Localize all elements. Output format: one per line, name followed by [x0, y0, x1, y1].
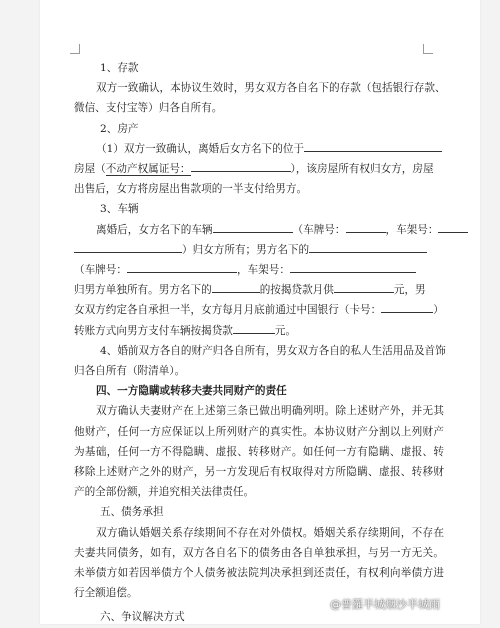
paragraph-line: [96, 220, 464, 240]
document-page: [40, 0, 480, 624]
paragraph-line: 微信、支付宝等）归各自所有。: [74, 102, 223, 115]
blank-underline: [438, 220, 468, 233]
text: ，车架号：: [236, 264, 290, 277]
text: 女双方约定各自承担一半，女方每月月底前通过中国银行（卡号：: [74, 304, 382, 317]
page-corner-mark: [423, 44, 433, 54]
text: 归男方单独所有。男方名下的: [74, 284, 212, 297]
blank-underline: [334, 280, 394, 293]
text: （车牌号：: [74, 264, 127, 277]
paragraph-line: [74, 300, 464, 320]
text: 离婚后，女方名下的车辆: [96, 223, 213, 236]
blank-underline: [233, 321, 275, 334]
blank-underline: [346, 220, 386, 233]
paragraph-line: [74, 159, 464, 179]
blank-underline: [213, 220, 293, 233]
paragraph-line: 双方一致确认，本协议生效时，男女双方各自名下的存款（包括银行存款、: [96, 82, 446, 95]
section-title: 3、车辆: [100, 203, 139, 216]
text: 元，男: [393, 284, 426, 297]
paragraph: 双方确认婚姻关系存续期间不存在对外债权。婚姻关系存续期间，不存在夫妻共同债务，如有，双方各自名下的债务由各自单独承担，与另一方无关。未举债方如若因举债方个人债务被法院判决承担到还责任，有权利向举债方进行全额追偿。: [74, 526, 444, 600]
text: ），该房屋所有权归女方，房屋: [290, 163, 434, 176]
blank-underline: [381, 300, 433, 313]
text: ）归女方所有；男方名下的: [182, 243, 310, 256]
blank-underline: [74, 240, 182, 253]
chapter-heading: 六、争议解决方式: [100, 611, 185, 624]
blank-underline: [309, 240, 427, 253]
paragraph-line: 4、婚前双方各自的财产归各自所有，男女双方各自的私人生活用品及首饰: [100, 344, 446, 357]
section-title: 2、房产: [100, 122, 139, 135]
blank-underline: [304, 139, 442, 152]
paragraph: 双方确认夫妻财产在上述第三条已做出明确列明。除上述财产外，并无其他财产，任何一方应保证以上所列财产的真实性。本协议财产分割以上列财产为基础，任何一方不得隐瞒、虚报、转移财产。如任何一方有隐瞒、虚报、转移除上述财产之外的财产，另一方发现后有权取得对方所隐瞒、虚报、转移财产的全部份额，并追究相关法律责任。: [74, 405, 444, 499]
paragraph-line: [74, 260, 464, 280]
blank-underline: [191, 159, 291, 172]
underlined-text: 不动产权属证号：: [105, 163, 191, 176]
text: ）: [433, 304, 444, 317]
text: ，车架号：: [385, 223, 439, 236]
paragraph-line: [96, 139, 464, 159]
document-body: [74, 58, 464, 628]
section-title: 1、存款: [100, 62, 139, 74]
chapter-heading: 四、一方隐瞒或转移夫妻共同财产的责任: [96, 385, 287, 398]
text: （1）双方一致确认，离婚后女方名下的位于: [96, 142, 305, 155]
text: 的按揭贷款月供: [259, 284, 334, 297]
paragraph-line: 归各自所有（附清单）。: [74, 365, 186, 378]
chapter-heading: 五、债务承担: [100, 506, 164, 519]
blank-underline: [127, 260, 237, 273]
text: 转账方式向男方支付车辆按揭贷款: [74, 324, 233, 337]
blank-underline: [290, 260, 416, 273]
text: （车牌号：: [292, 223, 346, 236]
paragraph-line: [74, 321, 464, 341]
paragraph-line: [74, 240, 464, 260]
text: 元。: [274, 324, 297, 337]
paragraph-line: [74, 280, 464, 300]
watermark: @普羅半城烟沙半城雨: [330, 598, 440, 611]
text: 房屋（: [74, 163, 106, 176]
page-corner-mark: [70, 44, 80, 54]
paragraph-line: 出售后，女方将房屋出售款项的一半支付给男方。: [74, 183, 308, 196]
blank-underline: [212, 280, 260, 293]
